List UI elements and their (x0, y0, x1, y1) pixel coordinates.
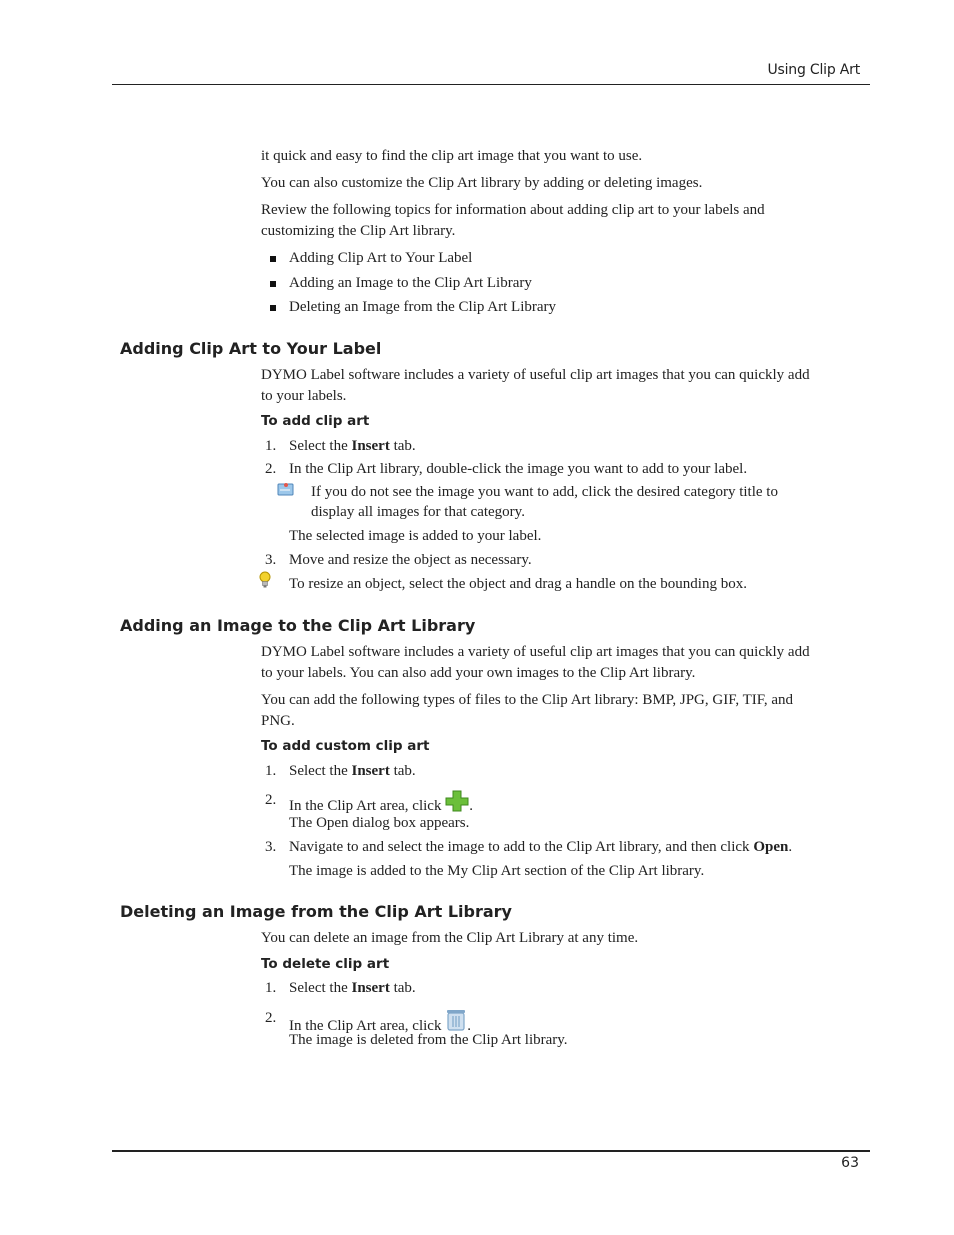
step-result: The Open dialog box appears. (289, 815, 470, 831)
step-text: In the Clip Art area, click . (289, 790, 473, 817)
step-number: 1. (265, 438, 277, 454)
step-text: In the Clip Art area, click . (289, 1008, 471, 1037)
tip-text: To resize an object, select the object and drag a handle on the bounding box. (289, 576, 747, 592)
step-number: 2. (265, 792, 277, 808)
add-plus-icon (445, 790, 469, 812)
procedure-title-add-custom-clip-art: To add custom clip art (261, 738, 430, 754)
page-number: 63 (841, 1155, 859, 1171)
section-heading-deleting-image: Deleting an Image from the Clip Art Library (120, 902, 512, 921)
step-number: 3. (265, 839, 277, 855)
section1-paragraph-line-1: DYMO Label software includes a variety of useful clip art images that you can quickly add (261, 367, 810, 383)
step-number: 3. (265, 552, 277, 568)
bullet-icon (270, 281, 276, 287)
step-number: 1. (265, 763, 277, 779)
section2-paragraph-1-line-1: DYMO Label software includes a variety of useful clip art images that you can quickly add (261, 644, 810, 660)
note-text-line-2: display all images for that category. (311, 504, 525, 520)
intro-paragraph-2: You can also customize the Clip Art library by adding or deleting images. (261, 175, 703, 191)
topic-link-adding-image[interactable]: Adding an Image to the Clip Art Library (289, 275, 532, 291)
step-text: Select the Insert tab. (289, 980, 416, 996)
step-result: The image is added to the My Clip Art section of the Clip Art library. (289, 863, 705, 879)
step-text: Select the Insert tab. (289, 763, 416, 779)
step-number: 2. (265, 461, 277, 477)
step-text: Navigate to and select the image to add to the Clip Art library, and then click Open. (289, 839, 793, 855)
section1-paragraph-line-2: to your labels. (261, 388, 347, 404)
step-result: The image is deleted from the Clip Art library. (289, 1032, 568, 1048)
topic-link-deleting-image[interactable]: Deleting an Image from the Clip Art Library (289, 299, 557, 315)
section2-paragraph-1-line-2: to your labels. You can also add your own images to the Clip Art library. (261, 665, 696, 681)
procedure-title-delete-clip-art: To delete clip art (261, 956, 390, 972)
intro-paragraph-3-line-2: customizing the Clip Art library. (261, 223, 456, 239)
lightbulb-icon (259, 571, 271, 589)
section3-paragraph: You can delete an image from the Clip Art Library at any time. (261, 930, 639, 946)
trash-icon (445, 1008, 467, 1032)
step-text: Select the Insert tab. (289, 438, 416, 454)
intro-paragraph-1: it quick and easy to find the clip art image that you want to use. (261, 148, 643, 164)
step-text: Move and resize the object as necessary. (289, 552, 532, 568)
section2-paragraph-2-line-2: PNG. (261, 713, 295, 729)
running-header-title: Using Clip Art (767, 62, 860, 78)
intro-paragraph-3-line-1: Review the following topics for information about adding clip art to your labels and (261, 202, 765, 218)
step-number: 2. (265, 1010, 277, 1026)
section2-paragraph-2-line-1: You can add the following types of files to the Clip Art library: BMP, JPG, GIF, TIF, and (261, 692, 794, 708)
section-heading-adding-image: Adding an Image to the Clip Art Library (120, 616, 476, 635)
bullet-icon (270, 256, 276, 262)
step-result: The selected image is added to your label. (289, 528, 542, 544)
step-number: 1. (265, 980, 277, 996)
section-heading-adding-clip-art: Adding Clip Art to Your Label (120, 339, 382, 358)
note-text-line-1: If you do not see the image you want to add, click the desired category title to (311, 484, 778, 500)
bullet-icon (270, 305, 276, 311)
footer-rule (112, 1150, 870, 1152)
topic-link-adding-clip-art[interactable]: Adding Clip Art to Your Label (289, 250, 473, 266)
step-text: In the Clip Art library, double-click the image you want to add to your label. (289, 461, 748, 477)
note-icon (277, 482, 294, 496)
procedure-title-add-clip-art: To add clip art (261, 413, 370, 429)
running-header (112, 62, 870, 85)
